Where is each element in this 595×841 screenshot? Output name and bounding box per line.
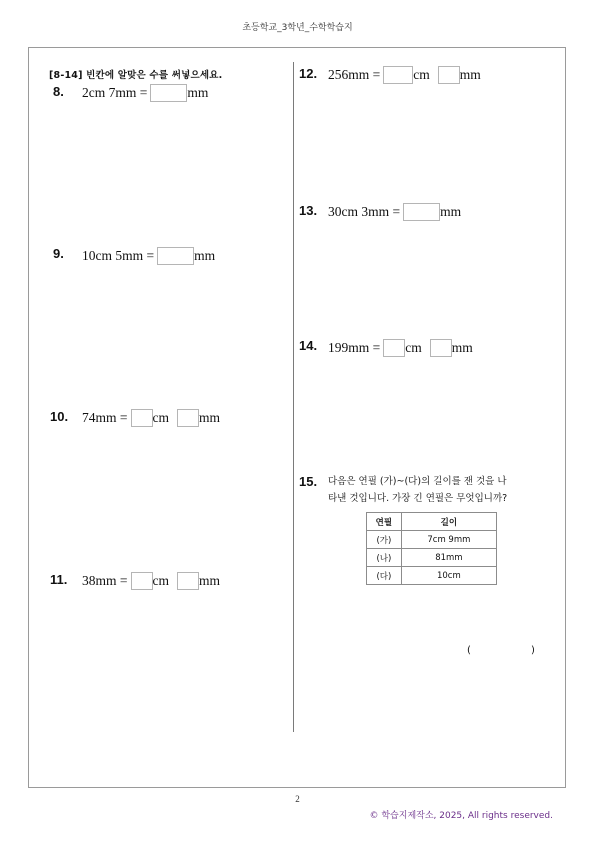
table-cell-pencil: (나) bbox=[367, 549, 402, 567]
table-header-length: 길이 bbox=[401, 513, 496, 531]
question-14-unit-cm: cm bbox=[405, 340, 422, 355]
table-cell-pencil: (가) bbox=[367, 531, 402, 549]
answer-box-11-mm[interactable] bbox=[177, 572, 199, 590]
question-11-number: 11. bbox=[50, 572, 68, 587]
question-13-unit: mm bbox=[440, 204, 462, 219]
question-13-expression: 30cm 3mm = bbox=[328, 204, 401, 219]
question-8-unit: mm bbox=[187, 85, 209, 100]
table-row bbox=[367, 549, 497, 567]
question-15-text bbox=[328, 473, 548, 507]
question-13-number: 13. bbox=[299, 203, 318, 218]
answer-box-13[interactable] bbox=[403, 203, 440, 221]
table-header-row bbox=[367, 513, 497, 531]
copyright-notice: © 학습지제작소, 2025, All rights reserved. bbox=[369, 811, 553, 821]
question-14-expression: 199mm = bbox=[328, 340, 381, 355]
table-header-pencil: 연필 bbox=[367, 513, 402, 531]
table-cell-length: 10cm bbox=[401, 567, 496, 585]
question-8-expression: 2cm 7mm = bbox=[82, 85, 148, 100]
question-12-unit-mm: mm bbox=[459, 67, 481, 82]
question-9-expression: 10cm 5mm = bbox=[82, 248, 155, 263]
question-15-line-1: 다음은 연필 (가)~(다)의 길이를 잰 것을 나 bbox=[328, 476, 507, 487]
answer-paren-open: ( bbox=[467, 645, 471, 656]
question-13 bbox=[328, 203, 461, 221]
question-8-number: 8. bbox=[53, 84, 64, 99]
pencil-length-table bbox=[366, 512, 497, 585]
answer-paren-close: ) bbox=[531, 645, 535, 656]
question-15-line-2: 타낸 것입니다. 가장 긴 연필은 무엇입니까? bbox=[328, 493, 508, 504]
question-11-unit-mm: mm bbox=[199, 573, 221, 588]
question-14-unit-mm: mm bbox=[451, 340, 473, 355]
question-11-unit-cm: cm bbox=[152, 573, 169, 588]
answer-box-9[interactable] bbox=[157, 247, 194, 265]
page-header: 초등학교_3학년_수학학습지 bbox=[242, 23, 353, 33]
question-14 bbox=[328, 339, 473, 357]
question-9-unit: mm bbox=[194, 248, 216, 263]
table-cell-pencil: (다) bbox=[367, 567, 402, 585]
question-10 bbox=[82, 409, 220, 427]
answer-box-10-cm[interactable] bbox=[131, 409, 153, 427]
answer-box-12-cm[interactable] bbox=[383, 66, 413, 84]
question-9 bbox=[82, 247, 215, 265]
answer-blank-15[interactable] bbox=[476, 642, 528, 658]
question-10-unit-mm: mm bbox=[199, 410, 221, 425]
table-cell-length: 7cm 9mm bbox=[401, 531, 496, 549]
question-10-number: 10. bbox=[50, 409, 69, 424]
question-11 bbox=[82, 572, 220, 590]
table-row bbox=[367, 567, 497, 585]
answer-box-10-mm[interactable] bbox=[177, 409, 199, 427]
question-10-unit-cm: cm bbox=[152, 410, 169, 425]
answer-box-12-mm[interactable] bbox=[438, 66, 460, 84]
instruction-text: [8-14] 빈칸에 알맞은 수를 써넣으세요. bbox=[49, 70, 223, 81]
answer-box-14-mm[interactable] bbox=[430, 339, 452, 357]
table-row bbox=[367, 531, 497, 549]
answer-box-11-cm[interactable] bbox=[131, 572, 153, 590]
question-12-expression: 256mm = bbox=[328, 67, 381, 82]
question-14-number: 14. bbox=[299, 338, 318, 353]
answer-box-8[interactable] bbox=[150, 84, 187, 102]
answer-box-14-cm[interactable] bbox=[383, 339, 405, 357]
question-12 bbox=[328, 66, 481, 84]
column-divider bbox=[293, 62, 294, 732]
question-15-number: 15. bbox=[299, 474, 318, 489]
question-12-unit-cm: cm bbox=[413, 67, 430, 82]
question-12-number: 12. bbox=[299, 66, 318, 81]
question-8 bbox=[82, 84, 208, 102]
question-10-expression: 74mm = bbox=[82, 410, 128, 425]
table-cell-length: 81mm bbox=[401, 549, 496, 567]
question-9-number: 9. bbox=[53, 246, 64, 261]
page-number: 2 bbox=[295, 794, 300, 804]
question-11-expression: 38mm = bbox=[82, 573, 128, 588]
